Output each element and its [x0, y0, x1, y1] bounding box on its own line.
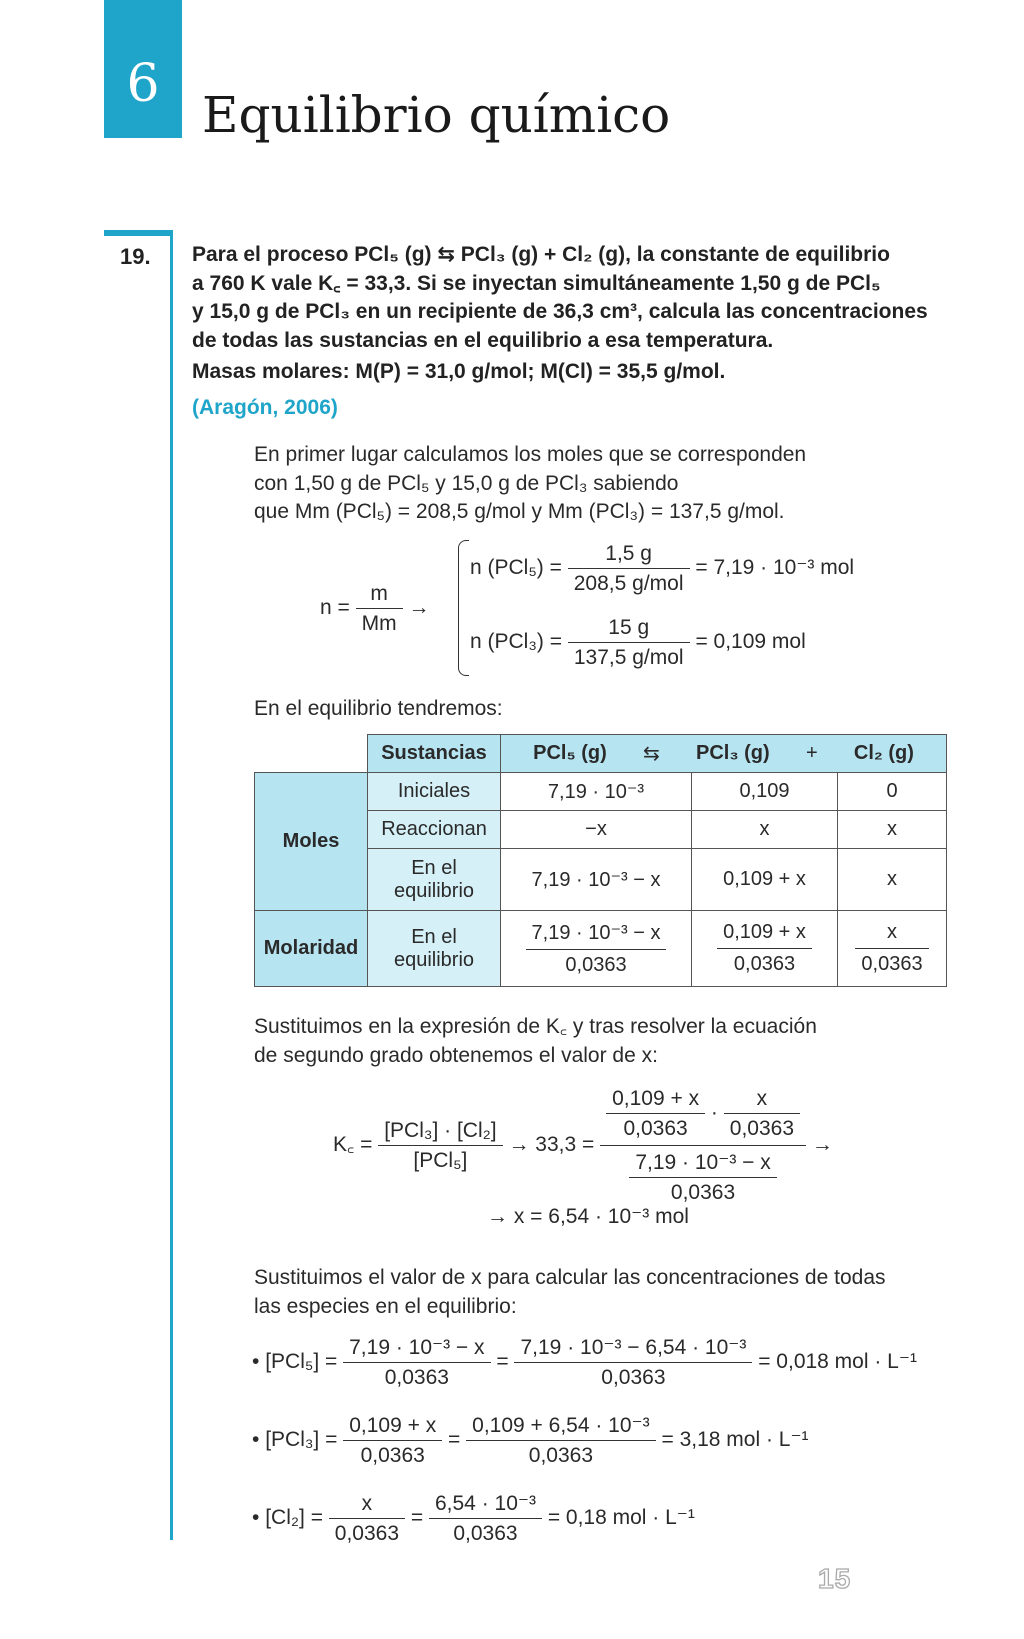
moles-formula-fraction [356, 583, 403, 634]
row-label: Reaccionan [368, 811, 501, 849]
intro-line: con 1,50 g de PCl₅ y 15,0 g de PCl₃ sabiendo [254, 471, 679, 495]
header-plus: + [805, 742, 818, 764]
equilibrium-intro: En el equilibrio tendremos: [254, 697, 503, 720]
cell-cl2 [838, 911, 947, 987]
equals: = [496, 1350, 509, 1374]
fraction-numerator: 0,109 + x [717, 921, 812, 949]
fraction-denominator: 208,5 g/mol [573, 572, 684, 595]
cell-pcl3 [692, 911, 838, 987]
result-lhs: [PCl₅] = [265, 1350, 338, 1374]
intro-line: En primer lugar calculamos los moles que se corresponden [254, 443, 807, 466]
page-number: 15 [818, 1563, 852, 1594]
fraction-numerator: 0,109 + x [606, 1088, 705, 1114]
result-value: = 0,018 mol · L⁻¹ [758, 1350, 917, 1374]
equilibrium-table [254, 734, 947, 987]
fraction-numerator: [PCl₃] · [Cl₂] [378, 1120, 502, 1146]
fraction-denominator: [PCl₅] [413, 1149, 468, 1172]
text-line: de segundo grado obtenemos el valor de x: [254, 1043, 658, 1067]
cell-pcl3: x [692, 811, 838, 849]
header-sustancias: Sustancias [368, 735, 501, 773]
fraction-numerator: x [855, 921, 928, 949]
fraction-denominator: 0,0363 [623, 1117, 688, 1140]
compound-numerator [600, 1088, 806, 1146]
substitution-text [254, 1013, 817, 1070]
fraction [466, 1415, 655, 1466]
result-value: = 3,18 mol · L⁻¹ [661, 1428, 809, 1452]
fraction-numerator: 0,109 + 6,54 · 10⁻³ [466, 1415, 655, 1441]
bullet: • [252, 1506, 260, 1530]
row-label: Iniciales [368, 773, 501, 811]
fraction-numerator: x [329, 1493, 405, 1519]
statement-line: a 760 K vale K꜀ = 33,3. Si se inyectan simultáneamente 1,50 g de PCl₅ [192, 271, 881, 295]
fraction-denominator: 137,5 g/mol [573, 646, 684, 669]
text-line: Sustituimos el valor de x para calcular las concentraciones de todas [254, 1266, 886, 1289]
kc-end-arrow: → [811, 1133, 833, 1157]
fraction-denominator: 0,0363 [861, 953, 923, 975]
fraction-denominator: 0,0363 [670, 1181, 736, 1204]
fraction-denominator: 0,0363 [733, 953, 796, 975]
cell-cl2: x [838, 849, 947, 911]
final-text [254, 1264, 886, 1321]
fraction-numerator: 15 g [568, 617, 690, 643]
fraction [514, 1337, 752, 1388]
cell-pcl5: 7,19 · 10⁻³ [501, 773, 692, 811]
table-header-row [255, 735, 947, 773]
cell-pcl3: 0,109 + x [692, 849, 838, 911]
fraction-denominator: 0,0363 [384, 1366, 449, 1389]
fraction-numerator: x [724, 1088, 800, 1114]
statement-line: Para el proceso PCl₅ (g) ⇆ PCl₃ (g) + Cl₂ (g), la constante de equilibrio [192, 243, 890, 266]
row-label: En el equilibrio [368, 849, 501, 911]
cell-cl2: x [838, 811, 947, 849]
compound-denominator [600, 1146, 806, 1203]
fraction-denominator: 0,0363 [528, 1444, 593, 1467]
cell-pcl5 [501, 911, 692, 987]
header-equilibrium-arrow: ⇆ [642, 743, 660, 765]
question-margin-line [170, 230, 173, 1540]
multiply-dot: · [710, 1101, 718, 1125]
cell-pcl5: 7,19 · 10⁻³ − x [501, 849, 692, 911]
kc-expression [333, 1088, 833, 1203]
equals: = [410, 1506, 424, 1530]
moles-pcl5-lhs: n (PCl₅) = [470, 556, 562, 580]
moles-formula [320, 583, 429, 634]
statement-line: y 15,0 g de PCl₃ en un recipiente de 36,3 cm³, calcula las concentraciones [192, 300, 928, 323]
question-statement [192, 241, 962, 355]
header-pcl3: PCl₃ (g) [696, 742, 770, 764]
kc-mid: → 33,3 = [508, 1133, 595, 1157]
solution-intro [254, 441, 806, 527]
moles-pcl3 [470, 617, 806, 668]
x-result: → x = 6,54 · 10⁻³ mol [487, 1205, 689, 1228]
bullet: • [252, 1350, 260, 1374]
fraction-numerator: 1,5 g [568, 543, 690, 569]
cell-pcl5: −x [501, 811, 692, 849]
fraction-numerator: 7,19 · 10⁻³ − x [343, 1337, 490, 1363]
kc-compound-fraction [600, 1088, 806, 1203]
result-pcl3 [252, 1415, 809, 1466]
moles-pcl3-lhs: n (PCl₃) = [470, 630, 562, 654]
intro-line: que Mm (PCl₅) = 208,5 g/mol y Mm (PCl₃) = 137,5 g/mol. [254, 500, 785, 523]
statement-line: de todas las sustancias en el equilibrio a esa temperatura. [192, 328, 774, 352]
chapter-badge [104, 0, 182, 138]
fraction-numerator: 7,19 · 10⁻³ − 6,54 · 10⁻³ [514, 1337, 752, 1363]
moles-pcl5 [470, 543, 854, 594]
table-row [255, 911, 947, 987]
fraction [429, 1493, 542, 1544]
result-value: = 0,18 mol · L⁻¹ [547, 1506, 695, 1530]
molar-masses: Masas molares: M(P) = 31,0 g/mol; M(Cl) = 35,5 g/mol. [192, 360, 726, 383]
header-reaction [501, 735, 947, 773]
fraction-denominator: 0,0363 [729, 1117, 794, 1140]
chapter-title: Equilibrio químico [202, 86, 671, 144]
fraction-denominator: 0,0363 [565, 954, 627, 976]
result-cl2 [252, 1493, 695, 1544]
fraction-denominator: 0,0363 [360, 1444, 425, 1467]
question-top-bar [104, 230, 170, 236]
result-lhs: [PCl₃] = [265, 1428, 338, 1452]
arrow: → [408, 596, 430, 620]
header-pcl5: PCl₅ (g) [533, 742, 607, 764]
chapter-number: 6 [126, 54, 160, 114]
equals: = [448, 1428, 461, 1452]
fraction-numerator: 7,19 · 10⁻³ − x [526, 920, 667, 950]
fraction-numerator: 0,109 + x [343, 1415, 442, 1441]
group-molaridad: Molaridad [255, 911, 368, 987]
question-number: 19. [120, 244, 151, 269]
row-label: En el equilibrio [368, 911, 501, 987]
text-line: Sustituimos en la expresión de K꜀ y tras resolver la ecuación [254, 1015, 817, 1038]
moles-pcl5-fraction [568, 543, 690, 594]
table-corner [255, 735, 368, 773]
moles-pcl3-fraction [568, 617, 690, 668]
fraction-numerator: 7,19 · 10⁻³ − x [629, 1152, 776, 1178]
result-pcl5 [252, 1337, 917, 1388]
fraction-numerator: 6,54 · 10⁻³ [429, 1493, 542, 1519]
question-source: (Aragón, 2006) [192, 396, 338, 419]
moles-pcl5-result: = 7,19 · 10⁻³ mol [695, 556, 855, 580]
fraction [343, 1415, 442, 1466]
header-cl2: Cl₂ (g) [853, 742, 914, 764]
fraction [855, 921, 928, 976]
fraction-denominator: 0,0363 [601, 1366, 666, 1389]
fraction [343, 1337, 490, 1388]
fraction [526, 920, 667, 977]
table-row [255, 773, 947, 811]
fraction-denominator: 0,0363 [453, 1522, 518, 1545]
group-moles: Moles [255, 773, 368, 911]
kc-lhs: K꜀ = [333, 1133, 373, 1157]
moles-formula-lhs: n = [320, 596, 350, 620]
fraction [724, 1088, 800, 1139]
cell-cl2: 0 [838, 773, 947, 811]
moles-pcl3-result: = 0,109 mol [695, 630, 806, 654]
bullet: • [252, 1428, 260, 1452]
fraction [606, 1088, 705, 1139]
fraction [629, 1152, 776, 1203]
fraction-numerator: m [356, 583, 403, 609]
kc-fraction [378, 1120, 502, 1171]
fraction [717, 921, 812, 976]
curly-brace [458, 540, 469, 676]
fraction-denominator: 0,0363 [334, 1522, 400, 1545]
result-lhs: [Cl₂] = [265, 1506, 323, 1530]
fraction [329, 1493, 405, 1544]
fraction-denominator: Mm [361, 612, 397, 635]
text-line: las especies en el equilibrio: [254, 1294, 517, 1318]
cell-pcl3: 0,109 [692, 773, 838, 811]
